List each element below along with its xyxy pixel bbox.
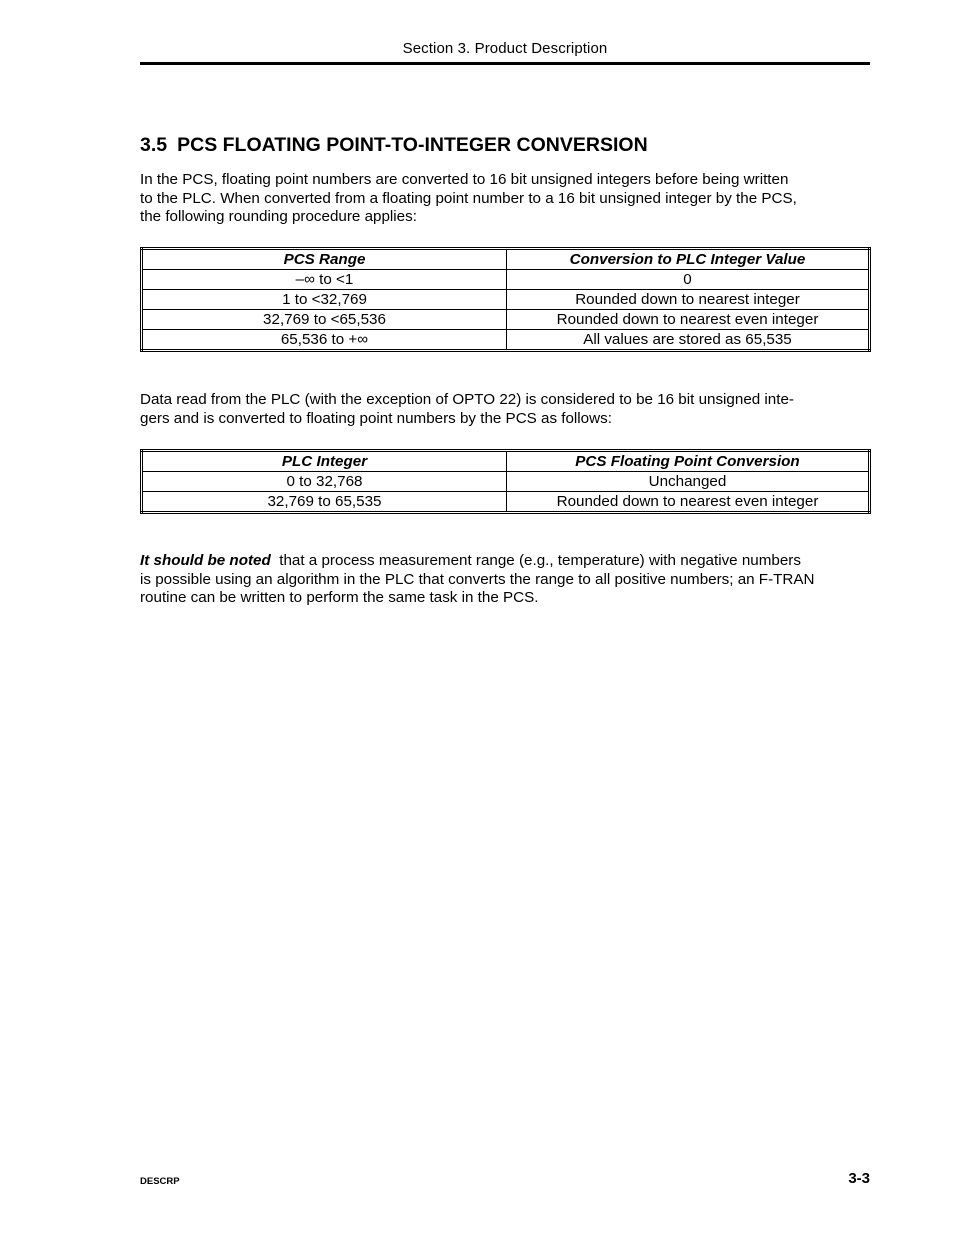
note-emphasis: It should be noted: [140, 552, 271, 569]
section-number: 3.5: [140, 134, 168, 156]
section-heading: [140, 134, 648, 157]
table-row: [142, 492, 870, 513]
table-row: [142, 270, 870, 290]
table-cell: 32,769 to 65,535: [142, 492, 507, 513]
rounding-table: [140, 247, 871, 352]
table-cell: Rounded down to nearest even integer: [507, 492, 870, 513]
table-cell: 0: [507, 270, 870, 290]
plc-read-line: Data read from the PLC (with the exception of OPTO 22) is considered to be 16 bit unsigned inte-: [140, 391, 794, 408]
table-cell: Rounded down to nearest integer: [507, 290, 870, 310]
table-cell: Rounded down to nearest even integer: [507, 310, 870, 330]
plc-conversion-table: [140, 449, 871, 514]
table-row: [142, 472, 870, 492]
plc-read-paragraph: [140, 391, 880, 428]
table-cell: Unchanged: [507, 472, 870, 492]
footer-doc-code: DESCRP: [140, 1176, 180, 1187]
table-row: [142, 310, 870, 330]
plc-read-line: gers and is converted to floating point numbers by the PCS as follows:: [140, 409, 612, 427]
table-row: [142, 290, 870, 310]
intro-line: the following rounding procedure applies:: [140, 208, 417, 226]
table-cell: 65,536 to +∞: [142, 330, 507, 351]
note-text: that a process measurement range (e.g., temperature) with negative numbers: [270, 552, 801, 569]
column-header-pcs-range: PCS Range: [142, 249, 507, 270]
running-header: Section 3. Product Description: [402, 40, 608, 57]
table-cell: 1 to <32,769: [142, 290, 507, 310]
table-header-row: [142, 249, 870, 270]
page-number: 3-3: [848, 1170, 870, 1187]
intro-line: to the PLC. When converted from a floating point number to a 16 bit unsigned integer by the PCS,: [140, 189, 797, 207]
column-header-plc-integer: PLC Integer: [142, 451, 507, 472]
column-header-float-conversion: PCS Floating Point Conversion: [507, 451, 870, 472]
intro-line: In the PCS, floating point numbers are converted to 16 bit unsigned integers before being written: [140, 171, 789, 188]
header-rule: [140, 62, 870, 65]
table-cell: 0 to 32,768: [142, 472, 507, 492]
table-header-row: [142, 451, 870, 472]
section-title: PCS FLOATING POINT-TO-INTEGER CONVERSION: [177, 134, 648, 156]
table-cell: –∞ to <1: [142, 270, 507, 290]
intro-paragraph: [140, 171, 880, 227]
note-paragraph: [140, 552, 880, 608]
note-line: routine can be written to perform the same task in the PCS.: [140, 589, 539, 607]
table-cell: 32,769 to <65,536: [142, 310, 507, 330]
table-cell: All values are stored as 65,535: [507, 330, 870, 351]
table-row: [142, 330, 870, 351]
note-line: [140, 552, 880, 571]
note-line: is possible using an algorithm in the PLC that converts the range to all positive numbers; an F-TRAN: [140, 570, 815, 588]
column-header-conversion: Conversion to PLC Integer Value: [507, 249, 870, 270]
